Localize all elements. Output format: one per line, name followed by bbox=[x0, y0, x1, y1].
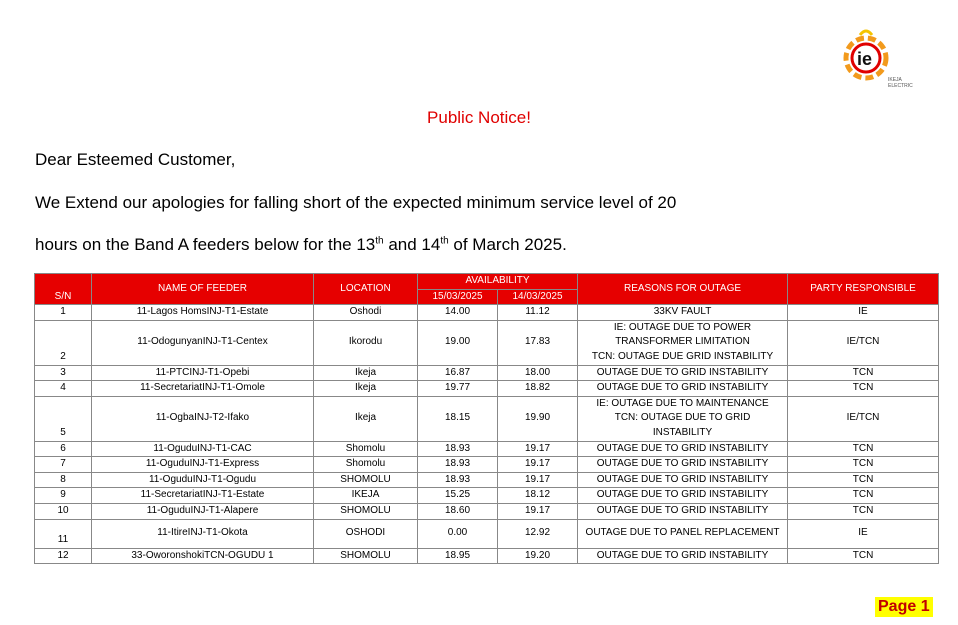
row-availability-1: 18.93 bbox=[418, 457, 498, 473]
row-reason bbox=[578, 503, 788, 519]
row-location: OSHODI bbox=[314, 519, 418, 548]
header-date-1: 15/03/2025 bbox=[418, 289, 498, 305]
row-feeder-name: 11-SecretariatINJ-T1-Omole bbox=[92, 381, 314, 397]
row-location: SHOMOLU bbox=[314, 548, 418, 564]
row-availability-2: 12.92 bbox=[498, 519, 578, 548]
reason-line: OUTAGE DUE TO GRID INSTABILITY bbox=[596, 504, 769, 516]
reason-line: TRANSFORMER LIMITATION bbox=[615, 336, 750, 348]
superscript-th-2: th bbox=[440, 235, 449, 247]
row-availability-1: 16.87 bbox=[418, 365, 498, 381]
row-availability-2: 11.12 bbox=[498, 305, 578, 321]
row-reason bbox=[578, 365, 788, 381]
logo-caption-1: IKEJA bbox=[888, 77, 902, 83]
reason-line: OUTAGE DUE TO GRID INSTABILITY bbox=[596, 366, 769, 378]
logo-caption-2: ELECTRIC bbox=[888, 83, 913, 89]
row-location: SHOMOLU bbox=[314, 503, 418, 519]
header-sn: S/N bbox=[35, 274, 92, 305]
row-sn: 10 bbox=[35, 503, 92, 519]
row-sn: 5 bbox=[35, 396, 92, 441]
table-body bbox=[35, 305, 939, 564]
apology-line-1: We Extend our apologies for falling short of the expected minimum service level of 20 bbox=[35, 193, 677, 212]
reason-line: 33KV FAULT bbox=[653, 306, 712, 318]
row-location: Oshodi bbox=[314, 305, 418, 321]
superscript-th-1: th bbox=[375, 235, 384, 247]
row-availability-1: 18.95 bbox=[418, 548, 498, 564]
row-reason bbox=[578, 488, 788, 504]
header-party: PARTY RESPONSIBLE bbox=[788, 274, 939, 305]
row-availability-2: 18.00 bbox=[498, 365, 578, 381]
reason-line: INSTABILITY bbox=[652, 426, 713, 438]
row-availability-2: 19.17 bbox=[498, 441, 578, 457]
row-feeder-name: 11-ItireINJ-T1-Okota bbox=[92, 519, 314, 548]
row-location: Ikeja bbox=[314, 365, 418, 381]
table-row bbox=[35, 472, 939, 488]
row-party: TCN bbox=[788, 503, 939, 519]
row-sn: 7 bbox=[35, 457, 92, 473]
row-availability-2: 19.90 bbox=[498, 396, 578, 441]
row-party: IE/TCN bbox=[788, 320, 939, 365]
feeder-outage-table bbox=[34, 273, 939, 564]
row-location: Shomolu bbox=[314, 457, 418, 473]
row-feeder-name: 11-OguduINJ-T1-Alapere bbox=[92, 503, 314, 519]
row-availability-1: 14.00 bbox=[418, 305, 498, 321]
table-row bbox=[35, 396, 939, 441]
row-sn: 3 bbox=[35, 365, 92, 381]
row-reason bbox=[578, 381, 788, 397]
logo-mark: ie bbox=[857, 49, 873, 69]
row-availability-2: 19.17 bbox=[498, 472, 578, 488]
apology-text-c: of March 2025. bbox=[448, 235, 567, 254]
row-availability-1: 18.93 bbox=[418, 472, 498, 488]
table-row bbox=[35, 320, 939, 365]
row-availability-1: 0.00 bbox=[418, 519, 498, 548]
row-party: IE/TCN bbox=[788, 396, 939, 441]
row-location: Ikeja bbox=[314, 396, 418, 441]
row-reason bbox=[578, 472, 788, 488]
row-location: Ikorodu bbox=[314, 320, 418, 365]
ikeja-electric-logo bbox=[838, 26, 918, 90]
row-feeder-name: 11-PTCINJ-T1-Opebi bbox=[92, 365, 314, 381]
row-sn: 11 bbox=[35, 519, 92, 548]
page-label: Page 1 bbox=[875, 597, 933, 617]
row-availability-1: 19.77 bbox=[418, 381, 498, 397]
notice-title: Public Notice! bbox=[427, 108, 531, 127]
row-party: TCN bbox=[788, 381, 939, 397]
apology-text-a: hours on the Band A feeders below for the 13 bbox=[35, 235, 376, 254]
table-row bbox=[35, 457, 939, 473]
row-sn: 4 bbox=[35, 381, 92, 397]
reason-line: OUTAGE DUE TO GRID INSTABILITY bbox=[596, 458, 769, 470]
row-availability-2: 18.12 bbox=[498, 488, 578, 504]
row-feeder-name: 11-SecretariatINJ-T1-Estate bbox=[92, 488, 314, 504]
row-availability-2: 17.83 bbox=[498, 320, 578, 365]
reason-line: IE: OUTAGE DUE TO MAINTENANCE bbox=[596, 397, 769, 409]
table-row bbox=[35, 503, 939, 519]
row-availability-1: 15.25 bbox=[418, 488, 498, 504]
row-availability-2: 19.20 bbox=[498, 548, 578, 564]
row-sn: 1 bbox=[35, 305, 92, 321]
row-party: TCN bbox=[788, 472, 939, 488]
reason-line: OUTAGE DUE TO GRID INSTABILITY bbox=[596, 489, 769, 501]
header-feeder: NAME OF FEEDER bbox=[92, 274, 314, 305]
row-reason bbox=[578, 548, 788, 564]
row-availability-1: 18.15 bbox=[418, 396, 498, 441]
row-party: IE bbox=[788, 305, 939, 321]
row-availability-1: 19.00 bbox=[418, 320, 498, 365]
row-availability-2: 19.17 bbox=[498, 503, 578, 519]
row-availability-2: 19.17 bbox=[498, 457, 578, 473]
row-party: TCN bbox=[788, 457, 939, 473]
row-feeder-name: 11-OgbaINJ-T2-Ifako bbox=[92, 396, 314, 441]
row-availability-1: 18.93 bbox=[418, 441, 498, 457]
row-reason bbox=[578, 519, 788, 548]
reason-line: OUTAGE DUE TO GRID INSTABILITY bbox=[596, 549, 769, 561]
reason-line: OUTAGE DUE TO GRID INSTABILITY bbox=[596, 382, 769, 394]
reason-line: TCN: OUTAGE DUE TO GRID bbox=[614, 412, 751, 424]
table-row bbox=[35, 441, 939, 457]
row-sn: 2 bbox=[35, 320, 92, 365]
row-party: IE bbox=[788, 519, 939, 548]
reason-line: IE: OUTAGE DUE TO POWER bbox=[613, 321, 752, 333]
row-location: IKEJA bbox=[314, 488, 418, 504]
reason-line: OUTAGE DUE TO GRID INSTABILITY bbox=[596, 473, 769, 485]
apology-line-2 bbox=[35, 235, 567, 255]
row-reason bbox=[578, 320, 788, 365]
table-row bbox=[35, 365, 939, 381]
row-sn: 9 bbox=[35, 488, 92, 504]
row-sn: 12 bbox=[35, 548, 92, 564]
header-location: LOCATION bbox=[314, 274, 418, 305]
reason-line: OUTAGE DUE TO PANEL REPLACEMENT bbox=[585, 527, 780, 539]
row-party: TCN bbox=[788, 365, 939, 381]
reason-line: TCN: OUTAGE DUE GRID INSTABILITY bbox=[591, 350, 774, 362]
row-location: SHOMOLU bbox=[314, 472, 418, 488]
header-reasons: REASONS FOR OUTAGE bbox=[578, 274, 788, 305]
table-row bbox=[35, 488, 939, 504]
row-feeder-name: 11-Lagos HomsINJ-T1-Estate bbox=[92, 305, 314, 321]
row-reason bbox=[578, 457, 788, 473]
row-availability-1: 18.60 bbox=[418, 503, 498, 519]
row-location: Shomolu bbox=[314, 441, 418, 457]
row-party: TCN bbox=[788, 488, 939, 504]
row-reason bbox=[578, 305, 788, 321]
row-feeder-name: 33-OworonshokiTCN-OGUDU 1 bbox=[92, 548, 314, 564]
header-date-2: 14/03/2025 bbox=[498, 289, 578, 305]
row-feeder-name: 11-OguduINJ-T1-Ogudu bbox=[92, 472, 314, 488]
row-party: TCN bbox=[788, 441, 939, 457]
table-row bbox=[35, 305, 939, 321]
row-reason bbox=[578, 441, 788, 457]
row-party: TCN bbox=[788, 548, 939, 564]
row-feeder-name: 11-OguduINJ-T1-CAC bbox=[92, 441, 314, 457]
table-row bbox=[35, 381, 939, 397]
greeting: Dear Esteemed Customer, bbox=[35, 150, 236, 169]
row-feeder-name: 11-OguduINJ-T1-Express bbox=[92, 457, 314, 473]
row-availability-2: 18.82 bbox=[498, 381, 578, 397]
row-location: Ikeja bbox=[314, 381, 418, 397]
table-row bbox=[35, 548, 939, 564]
reason-line: OUTAGE DUE TO GRID INSTABILITY bbox=[596, 442, 769, 454]
row-reason bbox=[578, 396, 788, 441]
row-feeder-name: 11-OdogunyanINJ-T1-Centex bbox=[92, 320, 314, 365]
table-row bbox=[35, 519, 939, 548]
row-sn: 6 bbox=[35, 441, 92, 457]
apology-text-b: and 14 bbox=[383, 235, 441, 254]
header-availability: AVAILABILITY bbox=[418, 274, 578, 290]
row-sn: 8 bbox=[35, 472, 92, 488]
